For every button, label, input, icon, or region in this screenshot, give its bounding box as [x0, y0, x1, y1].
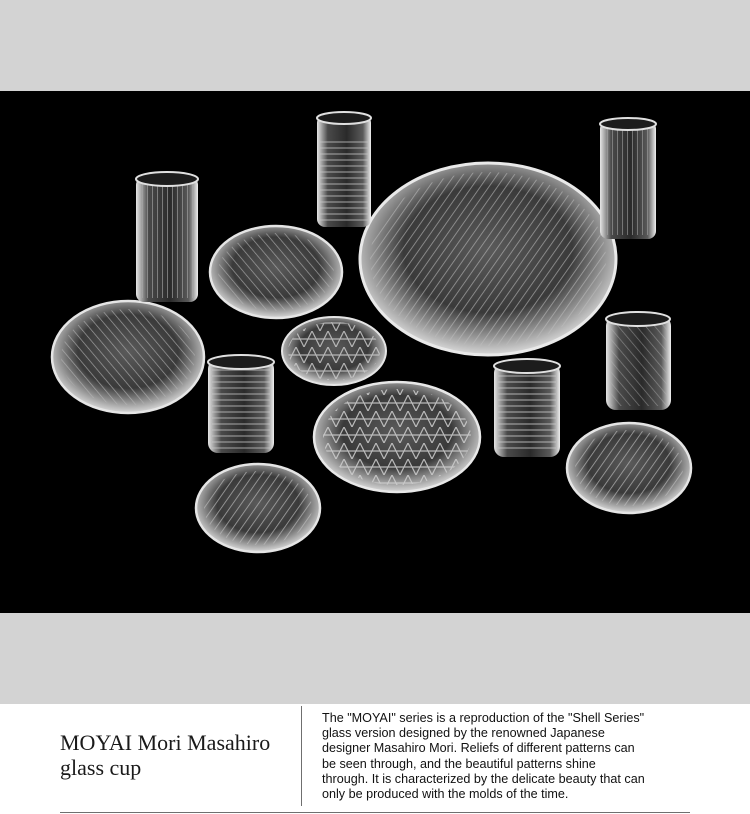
product-title — [60, 730, 295, 780]
plate-center-bottom — [314, 382, 480, 492]
product-title-line: glass cup — [60, 755, 142, 780]
tall-cup-top — [317, 112, 371, 227]
tall-cup-left — [136, 172, 198, 302]
caption-section — [0, 704, 750, 814]
dish-top-left — [210, 226, 342, 318]
large-plate — [360, 163, 616, 355]
horizontal-divider — [60, 812, 690, 813]
bowl-right — [567, 423, 691, 513]
description-line: glass version designed by the renowned Japanese — [322, 726, 605, 741]
bowl-bottom-left — [196, 464, 320, 552]
description-line: through. It is characterized by the delicate beauty that can — [322, 771, 645, 786]
product-description — [322, 711, 694, 802]
description-line: designer Masahiro Mori. Reliefs of different patterns can — [322, 741, 635, 756]
small-plate-center — [282, 317, 386, 385]
product-title-line: MOYAI Mori Masahiro — [60, 730, 271, 755]
dish-left — [52, 301, 204, 413]
top-gray-band — [0, 0, 750, 91]
bottom-gray-band — [0, 613, 750, 704]
vertical-divider — [301, 706, 302, 806]
short-cup-right — [606, 312, 671, 410]
product-photo — [0, 91, 750, 613]
short-cup-center-right — [494, 359, 560, 457]
tall-cup-right — [600, 118, 656, 239]
description-line: The "MOYAI" series is a reproduction of the "Shell Series" — [322, 711, 645, 725]
description-line: be seen through, and the beautiful patterns shine — [322, 756, 596, 771]
short-cup-center-left — [208, 355, 274, 453]
description-line: only be produced with the molds of the time. — [322, 787, 569, 802]
